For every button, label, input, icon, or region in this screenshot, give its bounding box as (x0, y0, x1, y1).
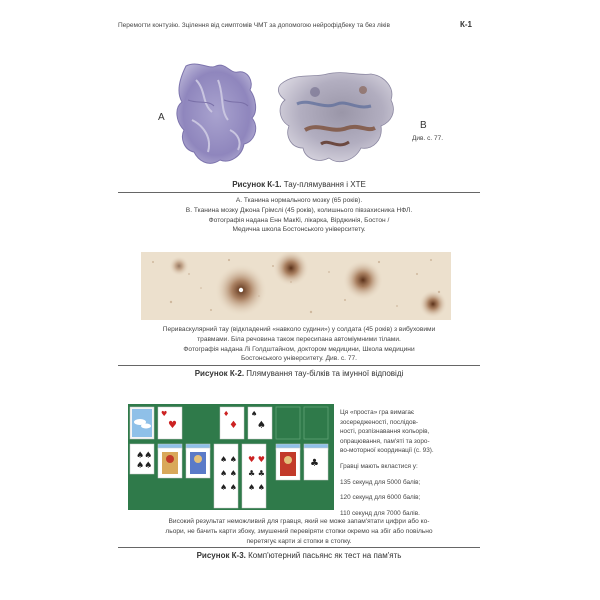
svg-text:♦: ♦ (223, 410, 230, 418)
svg-text:♣ ♣: ♣ ♣ (248, 469, 265, 478)
figure2-caption-number: Рисунок К-2. (194, 369, 245, 378)
svg-text:♠ ♠: ♠ ♠ (248, 483, 265, 492)
figure1-caption-number: Рисунок К-1. (232, 180, 282, 189)
figure3-caption (118, 551, 480, 560)
figure2-notes (118, 325, 480, 364)
figure3-caption-text: Комп'ютерний пасьянс як тест на пам'ять (245, 551, 402, 560)
svg-text:♠ ♠: ♠ ♠ (220, 483, 237, 492)
figure1-note-line: Фотографія надана Енн МакКі, лікарка, Вірджинія, Бостон / (208, 216, 390, 224)
figure1-notes (118, 196, 480, 235)
figure3-side-line: опрацювання, пам'яті та зоро- (340, 437, 430, 445)
figure2-note-line: Периваскулярний тау (відкладений «навколо судини») у солдата (45 років) з вибуховими (162, 326, 436, 333)
tau-staining-micrograph (141, 252, 451, 320)
page-number: К-1 (460, 20, 472, 29)
figure3-side-line: ності, розпізнавання кольорів, (340, 428, 430, 436)
cte-brain-tissue-image (275, 70, 397, 168)
figure3-side-line: 110 секунд для 7000 балів. (340, 509, 420, 517)
figure3-note-line: Високий результат неможливий для гравця, який не може запам'ятати цифри або ко- (168, 518, 430, 525)
figure1-caption-text: Тау-плямування і ХТЕ (281, 180, 366, 189)
figure1-note-line: А. Тканина нормального мозку (65 років). (235, 197, 363, 204)
figure3-notes (118, 517, 480, 546)
figure1-divider (118, 192, 480, 193)
figure1-caption (118, 180, 480, 189)
figure3-note-line: перетягує карти зі стопки в стопку. (246, 537, 352, 545)
figure3-side-line: 120 секунд для 6000 балів; (340, 494, 421, 502)
figure2-note-line: Бостонського університету. Див. с. 77. (240, 355, 358, 363)
svg-text:♣: ♣ (310, 458, 319, 469)
figure2-note-line: Фотографія надана Лі Голдштайном, доктором медицини, Школа медицини (183, 345, 415, 353)
figure2-note-line: травмами. Біла речовина також пересипана автоміумними тілами. (197, 335, 401, 343)
svg-text:♥: ♥ (168, 420, 177, 431)
waste-pile (158, 407, 182, 439)
svg-text:♠: ♠ (251, 410, 258, 418)
svg-text:♠ ♠: ♠ ♠ (220, 455, 237, 464)
stock-pile (130, 407, 154, 439)
figure3-divider (118, 547, 480, 548)
figure2-caption-text: Плямування тау-білків та імунної відповіді (244, 369, 404, 378)
figure1-page-reference: Див. с. 77. (412, 135, 443, 142)
svg-text:♠: ♠ (257, 420, 266, 431)
figure2-caption (118, 369, 480, 378)
figure1-label-a: А (158, 112, 165, 123)
figure3-side-line: Ця «проста» гра вимагає (340, 409, 415, 416)
svg-text:♠♠: ♠♠ (136, 451, 153, 461)
figure3-side-line: Гравці мають вкластися у: (340, 462, 418, 470)
figure3-side-line: во-моторної координації (с. 93). (340, 447, 434, 455)
svg-text:♥ ♥: ♥ ♥ (248, 455, 265, 464)
figure3-side-text (340, 408, 480, 518)
svg-text:♠ ♠: ♠ ♠ (220, 469, 237, 478)
figure1-note-line: В. Тканина мозку Джона Грімслі (45 років), колишнього півзахисника НФЛ. (185, 206, 413, 214)
figure3-note-line: льори, не бачить карти збоку, змушений перевіряти стопки окремо на збіг або повільно (165, 527, 433, 535)
normal-brain-tissue-image (168, 60, 264, 170)
figure2-divider (118, 365, 480, 366)
figure1-label-b: В (420, 120, 427, 131)
figure3-side-line: 135 секунд для 5000 балів; (340, 478, 421, 486)
figure1-note-line: Медична школа Бостонського університету. (232, 226, 366, 234)
running-header: Перемогти контузію. Зцілення від симптомів ЧМТ за допомогою нейрофідбеку та без ліків (118, 22, 390, 29)
svg-text:♠♠: ♠♠ (136, 461, 153, 471)
figure3-side-line: зосередженості, послідов- (340, 418, 419, 426)
solitaire-game-screenshot (128, 404, 334, 510)
svg-text:♦: ♦ (229, 420, 238, 431)
svg-text:♥: ♥ (161, 410, 168, 418)
figure3-caption-number: Рисунок К-3. (196, 551, 246, 560)
